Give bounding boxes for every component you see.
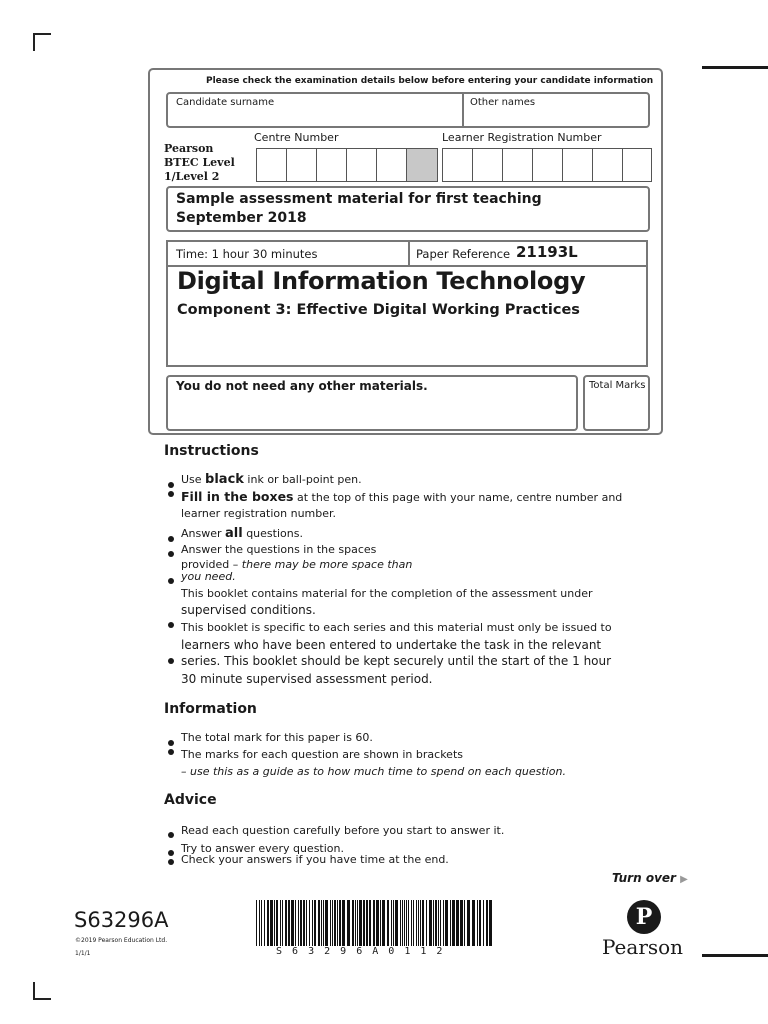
barcode-bar [416, 900, 417, 946]
total-marks-box [583, 375, 650, 431]
advice-item: Try to answer every question. [181, 842, 344, 855]
barcode-bar [339, 900, 341, 946]
sample-material-box [166, 186, 650, 232]
centre-digit-box[interactable] [347, 149, 377, 181]
materials-text: You do not need any other materials. [176, 379, 428, 393]
turn-over-arrow-icon: ▶ [680, 874, 688, 885]
bullet-dot [168, 658, 174, 664]
barcode-bar [400, 900, 401, 946]
instruction-text: ink or ball-point pen. [243, 473, 362, 486]
instruction-item-continued: series. This booklet should be kept securely until the start of the 1 hour [181, 654, 612, 668]
barcode-bar [355, 900, 356, 946]
sample-line-1: Sample assessment material for first teaching [176, 191, 542, 207]
instruction-item-continued: you need. [181, 570, 236, 583]
crop-mark-top-left [33, 33, 35, 51]
bullet-dot [168, 749, 174, 755]
learner-digit-box[interactable] [473, 149, 503, 181]
barcode-bar [406, 900, 407, 946]
barcode-bar [321, 900, 322, 946]
logo-letter: P [635, 904, 653, 930]
advice-heading: Advice [164, 792, 217, 808]
instruction-emphasis: all [225, 526, 243, 541]
barcode-bar [267, 900, 269, 946]
instruction-emphasis: black [205, 472, 244, 487]
instruction-text: provided – [181, 558, 242, 571]
instruction-item [181, 472, 362, 487]
print-reference: 1/1/1 [75, 950, 91, 957]
barcode-bar [420, 900, 421, 946]
learner-registration-label: Learner Registration Number [442, 131, 602, 144]
pearson-wordmark: Pearson [602, 935, 684, 959]
time-divider [408, 242, 410, 266]
barcode-bar [408, 900, 409, 946]
subject-title: Digital Information Technology [177, 267, 586, 295]
barcode-bar [332, 900, 333, 946]
instruction-item: Answer the questions in the spaces [181, 543, 377, 556]
centre-number-label: Centre Number [254, 131, 339, 144]
instructions-heading: Instructions [164, 443, 259, 459]
bullet-dot [168, 850, 174, 856]
instruction-item [181, 489, 622, 505]
copyright: ©2019 Pearson Education Ltd. [75, 937, 168, 944]
top-right-rule [702, 66, 768, 69]
crop-mark-bottom-left [33, 998, 51, 1000]
barcode-bar [314, 900, 316, 946]
bullet-dot [168, 482, 174, 488]
barcode-bar [264, 900, 265, 946]
barcode-bar [404, 900, 405, 946]
learner-digit-box[interactable] [563, 149, 593, 181]
barcode-bar [280, 900, 281, 946]
barcode-bar [433, 900, 434, 946]
barcode-bar [426, 900, 427, 946]
check-notice: Please check the examination details below before entering your candidate information [206, 76, 654, 86]
instruction-emphasis: Fill in the boxes [181, 489, 294, 504]
barcode-bar [435, 900, 437, 946]
barcode-bar [259, 900, 260, 946]
learner-digit-box[interactable] [443, 149, 473, 181]
barcode-bar [298, 900, 299, 946]
bullet-dot [168, 578, 174, 584]
information-item: The total mark for this paper is 60. [181, 731, 373, 744]
bullet-dot [168, 622, 174, 628]
paper-details-box [166, 240, 648, 367]
barcode-bar [450, 900, 451, 946]
instruction-item-continued: learner registration number. [181, 507, 337, 520]
barcode-text: S 6 3 2 9 6 A 0 1 1 2 [276, 946, 445, 957]
barcode-bar [411, 900, 412, 946]
total-marks-label: Total Marks [589, 380, 646, 391]
centre-digit-box-shaded [407, 149, 437, 181]
barcode-bar [288, 900, 290, 946]
learner-digit-box[interactable] [503, 149, 533, 181]
barcode-bar [464, 900, 465, 946]
paper-code: S63296A [74, 908, 169, 932]
barcode-bar [479, 900, 481, 946]
other-names-label: Other names [470, 97, 536, 108]
barcode-bar [467, 900, 470, 946]
materials-box [166, 375, 578, 431]
barcode-bar [422, 900, 424, 946]
bullet-dot [168, 832, 174, 838]
learner-digit-box[interactable] [593, 149, 623, 181]
centre-digit-box[interactable] [377, 149, 407, 181]
barcode-bar [270, 900, 273, 946]
barcode-bar [312, 900, 313, 946]
advice-item: Check your answers if you have time at the end. [181, 853, 449, 866]
barcode-bar [342, 900, 345, 946]
instruction-text: Use [181, 473, 206, 486]
instruction-text: questions. [242, 527, 303, 540]
barcode-bar [387, 900, 389, 946]
barcode-bar [486, 900, 488, 946]
barcode-bar [282, 900, 283, 946]
barcode-bar [303, 900, 305, 946]
barcode-bar [393, 900, 394, 946]
barcode-bar [369, 900, 371, 946]
instruction-item: This booklet contains material for the completion of the assessment under [181, 587, 593, 600]
learner-digit-box[interactable] [623, 149, 651, 181]
bullet-dot [168, 536, 174, 542]
bullet-dot [168, 551, 174, 557]
barcode-bar [366, 900, 368, 946]
sample-line-2: September 2018 [176, 210, 307, 226]
barcode-bar [295, 900, 296, 946]
barcode-bar [443, 900, 444, 946]
candidate-info-panel [148, 68, 663, 435]
barcode-bar [395, 900, 398, 946]
barcode-bar [323, 900, 324, 946]
barcode-bars [256, 900, 492, 946]
barcode-bar [291, 900, 294, 946]
barcode-bar [256, 900, 257, 946]
barcode [256, 900, 496, 946]
instruction-item-continued: 30 minute supervised assessment period. [181, 672, 433, 686]
barcode-bar [391, 900, 392, 946]
barcode-bar [325, 900, 328, 946]
learner-digit-box[interactable] [533, 149, 563, 181]
centre-digit-box[interactable] [257, 149, 287, 181]
barcode-bar [309, 900, 310, 946]
barcode-bar [440, 900, 441, 946]
awarding-body: Pearson [164, 142, 214, 155]
barcode-bar [483, 900, 484, 946]
information-heading: Information [164, 701, 257, 717]
other-names-input[interactable] [464, 100, 648, 126]
barcode-bar [347, 900, 350, 946]
barcode-bar [402, 900, 403, 946]
barcode-bar [380, 900, 381, 946]
barcode-bar [318, 900, 320, 946]
information-item-continued: – use this as a guide as to how much time to spend on each question. [181, 765, 566, 778]
information-item: The marks for each question are shown in brackets [181, 748, 463, 761]
instruction-text: Answer [181, 527, 226, 540]
paper-reference-label: Paper Reference [416, 247, 511, 261]
barcode-bar [357, 900, 358, 946]
bullet-dot [168, 859, 174, 865]
sample-material-text [176, 190, 542, 228]
barcode-bar [330, 900, 331, 946]
barcode-bar [418, 900, 419, 946]
barcode-bar [261, 900, 262, 946]
bullet-dot [168, 740, 174, 746]
barcode-bar [274, 900, 275, 946]
turn-over-link[interactable] [612, 871, 688, 885]
crop-mark-top-left [33, 33, 51, 35]
barcode-bar [460, 900, 463, 946]
barcode-bar [376, 900, 379, 946]
centre-digit-box[interactable] [317, 149, 347, 181]
turn-over-text: Turn over [612, 871, 676, 885]
time-allowed: Time: 1 hour 30 minutes [176, 247, 318, 261]
barcode-bar [429, 900, 432, 946]
paper-reference-code: 21193L [516, 243, 578, 261]
candidate-surname-label: Candidate surname [176, 97, 275, 108]
learner-registration-boxes[interactable] [442, 148, 652, 182]
instruction-item-continued: learners who have been entered to undertake the task in the relevant [181, 638, 602, 652]
barcode-bar [373, 900, 375, 946]
barcode-bar [489, 900, 492, 946]
instruction-item: This booklet is specific to each series and this material must only be issued to [181, 621, 612, 634]
advice-item: Read each question carefully before you start to answer it. [181, 824, 505, 837]
instruction-text: at the top of this page with your name, centre number and [293, 491, 623, 504]
barcode-bar [413, 900, 414, 946]
barcode-bar [300, 900, 302, 946]
qualification-block [164, 142, 235, 184]
centre-digit-box[interactable] [287, 149, 317, 181]
barcode-bar [438, 900, 439, 946]
barcode-bar [276, 900, 278, 946]
barcode-bar [445, 900, 448, 946]
barcode-bar [359, 900, 362, 946]
barcode-bar [456, 900, 459, 946]
barcode-bar [285, 900, 287, 946]
barcode-bar [477, 900, 478, 946]
qualification-line-1: BTEC Level [164, 156, 235, 169]
barcode-bar [452, 900, 455, 946]
centre-number-boxes[interactable] [256, 148, 438, 182]
bullet-dot [168, 491, 174, 497]
instruction-italic: there may be more space than [241, 558, 413, 571]
barcode-bar [363, 900, 365, 946]
barcode-bar [472, 900, 475, 946]
barcode-bar [352, 900, 354, 946]
barcode-bar [337, 900, 338, 946]
candidate-surname-input[interactable] [166, 100, 446, 126]
bottom-right-rule [702, 954, 768, 957]
barcode-bar [334, 900, 336, 946]
qualification-line-2: 1/Level 2 [164, 170, 220, 183]
barcode-bar [306, 900, 307, 946]
barcode-bar [382, 900, 385, 946]
instruction-item [181, 526, 303, 541]
pearson-logo-icon [627, 900, 661, 934]
instruction-item-continued: supervised conditions. [181, 603, 316, 617]
component-title: Component 3: Effective Digital Working Practices [177, 302, 580, 318]
